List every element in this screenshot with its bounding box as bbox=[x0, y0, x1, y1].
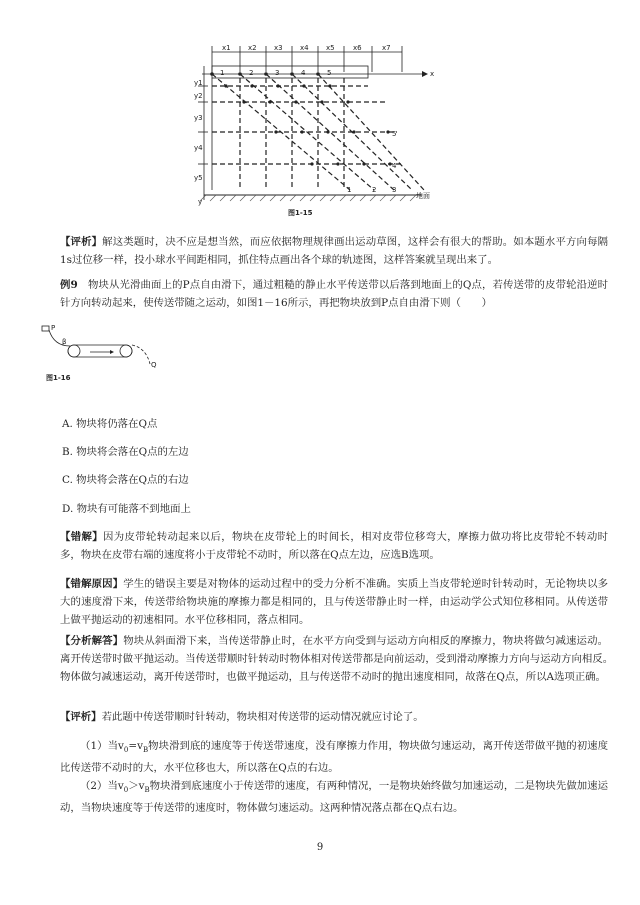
y-seg-2: y2 bbox=[194, 92, 203, 100]
case-1-formula: $v_0=v_B$ bbox=[118, 740, 149, 755]
analysis bbox=[60, 632, 619, 686]
y-axis-label: y bbox=[198, 198, 203, 206]
point-q: Q bbox=[151, 361, 157, 369]
ground-label: 地面 bbox=[416, 192, 430, 200]
x-seg-4: x4 bbox=[300, 44, 309, 52]
x-seg-2: x2 bbox=[248, 44, 257, 52]
ball-label-5: 5 bbox=[327, 69, 332, 77]
analysis-label: 【分析解答】 bbox=[60, 635, 124, 647]
example-9 bbox=[60, 276, 608, 312]
case-1 bbox=[60, 737, 608, 777]
option-c: C. 物块将会落在Q点的右边 bbox=[62, 474, 189, 486]
x-seg-1: x1 bbox=[222, 44, 231, 52]
figure-1-15 bbox=[192, 40, 452, 220]
option-b: B. 物块将会落在Q点的左边 bbox=[62, 446, 189, 458]
y-seg-3: y3 bbox=[194, 114, 203, 122]
ball-ground-1: 1 bbox=[347, 186, 352, 194]
wrong-answer bbox=[60, 528, 608, 564]
wrong-answer-text: 因为皮带轮转动起来以后，物块在皮带轮上的时间长，相对皮带位移弯大，摩擦力做功将比皮带轮不转动时多，物块在皮带右端的速度将小于皮带轮不动时，所以落在Q点左边，应选B选项。 bbox=[60, 531, 609, 561]
page-number: 9 bbox=[316, 842, 324, 853]
comment-2-label: 【评析】 bbox=[60, 711, 102, 723]
wrong-reason-text: 学生的错误主要是对物体的运动过程中的受力分析不准确。实质上当皮带轮逆时针转动时，无论物块以多大的速度滑下来，传送带给物块施的摩擦力都是相同的，且与传送带静止时一样，由运动学公式知位移相同。从传送带上做平抛运动的初速相同。水平位移相同，落点相同。 bbox=[60, 578, 608, 626]
wrong-reason-label: 【错解原因】 bbox=[60, 578, 124, 590]
y-seg-1: y1 bbox=[194, 79, 203, 87]
wrong-reason bbox=[60, 575, 608, 629]
point-p: P bbox=[51, 324, 56, 332]
figure-1-16-caption: 图1-16 bbox=[46, 374, 71, 382]
analysis-text: 物块从斜面滑下来，当传送带静止时，在水平方向受到与运动方向相反的摩擦力，物块将做匀减速运动。离开传送带时做平抛运动。当传送带顺时针转动时物体相对传送带都是向前运动，受到滑动摩擦力方向与运动方向相反。 物体做匀减速运动，离开传送带时，也做平抛运动，且与传送带不动时的抛出速度相同，故落在Q点，所以A选项正确。 bbox=[60, 635, 619, 683]
ball-label-3: 3 bbox=[275, 69, 280, 77]
case-2-formula: $v_0>v_B$ bbox=[117, 780, 150, 795]
ball-label-2: 2 bbox=[249, 69, 254, 77]
x-seg-5: x5 bbox=[326, 44, 335, 52]
ball-label-4: 4 bbox=[301, 69, 306, 77]
comment-1-label: 【评析】 bbox=[60, 236, 103, 248]
case-1-prefix: （1）当 bbox=[80, 740, 119, 752]
option-d: D. 物块有可能落不到地面上 bbox=[62, 503, 191, 515]
example-9-text: 物块从光滑曲面上的P点自由滑下，通过粗糙的静止水平传送带以后落到地面上的Q点，若传送带的皮带轮沿逆时针方向转动起来，使传送带随之运动，如图1－16所示，再把物块放到P点自由滑下则（ ） bbox=[60, 279, 608, 309]
x-axis-label: x bbox=[430, 70, 435, 78]
ball-ground-2: 2 bbox=[372, 186, 377, 194]
case-1-text: 物块滑到底的速度等于传送带速度，没有摩擦力作用，物块做匀速运动，离开传送带做平抛的初速度比传送带不动时的大，水平位移也大，所以落在Q点的右边。 bbox=[60, 740, 608, 775]
case-2-text: 物块滑到底速度小于传送带的速度，有两种情况，一是物块始终做匀加速运动，二是物块先做加速运动，当物块速度等于传送带的速度时，物体做匀速运动。这两种情况落点都在Q点右边。 bbox=[60, 780, 608, 815]
comment-1-text: 解这类题时，决不应是想当然，而应依据物理规律画出运动草图，这样会有很大的帮助。如本题水平方向每隔1s过位移一样，投小球水平间距相同，抓住特点画出各个球的轨迹图，这样答案就呈现出来了。 bbox=[60, 236, 609, 266]
figure-1-16 bbox=[40, 322, 165, 384]
ball-mid-4: 4 bbox=[392, 162, 397, 170]
case-2-prefix: （2）当 bbox=[80, 780, 118, 792]
ball-label-1: 1 bbox=[220, 69, 225, 77]
comment-1 bbox=[60, 233, 608, 269]
case-2 bbox=[60, 777, 608, 817]
example-9-label: 例9 bbox=[60, 279, 78, 291]
comment-2-text: 若此题中传送带顺时针转动，物块相对传送带的运动情况就应讨论了。 bbox=[101, 711, 424, 723]
ball-ground-3: 3 bbox=[392, 186, 397, 194]
wrong-answer-label: 【错解】 bbox=[60, 531, 104, 543]
figure-caption: 图1-15 bbox=[288, 209, 313, 217]
y-seg-5: y5 bbox=[194, 174, 203, 182]
option-a: A. 物块将仍落在Q点 bbox=[62, 418, 158, 430]
x-seg-7: x7 bbox=[382, 44, 391, 52]
x-seg-6: x6 bbox=[353, 44, 362, 52]
ball-mid-5: 5 bbox=[392, 130, 397, 138]
y-seg-4: y4 bbox=[194, 144, 203, 152]
x-seg-3: x3 bbox=[274, 44, 283, 52]
angle-beta: β bbox=[62, 338, 67, 346]
comment-2 bbox=[60, 708, 608, 726]
